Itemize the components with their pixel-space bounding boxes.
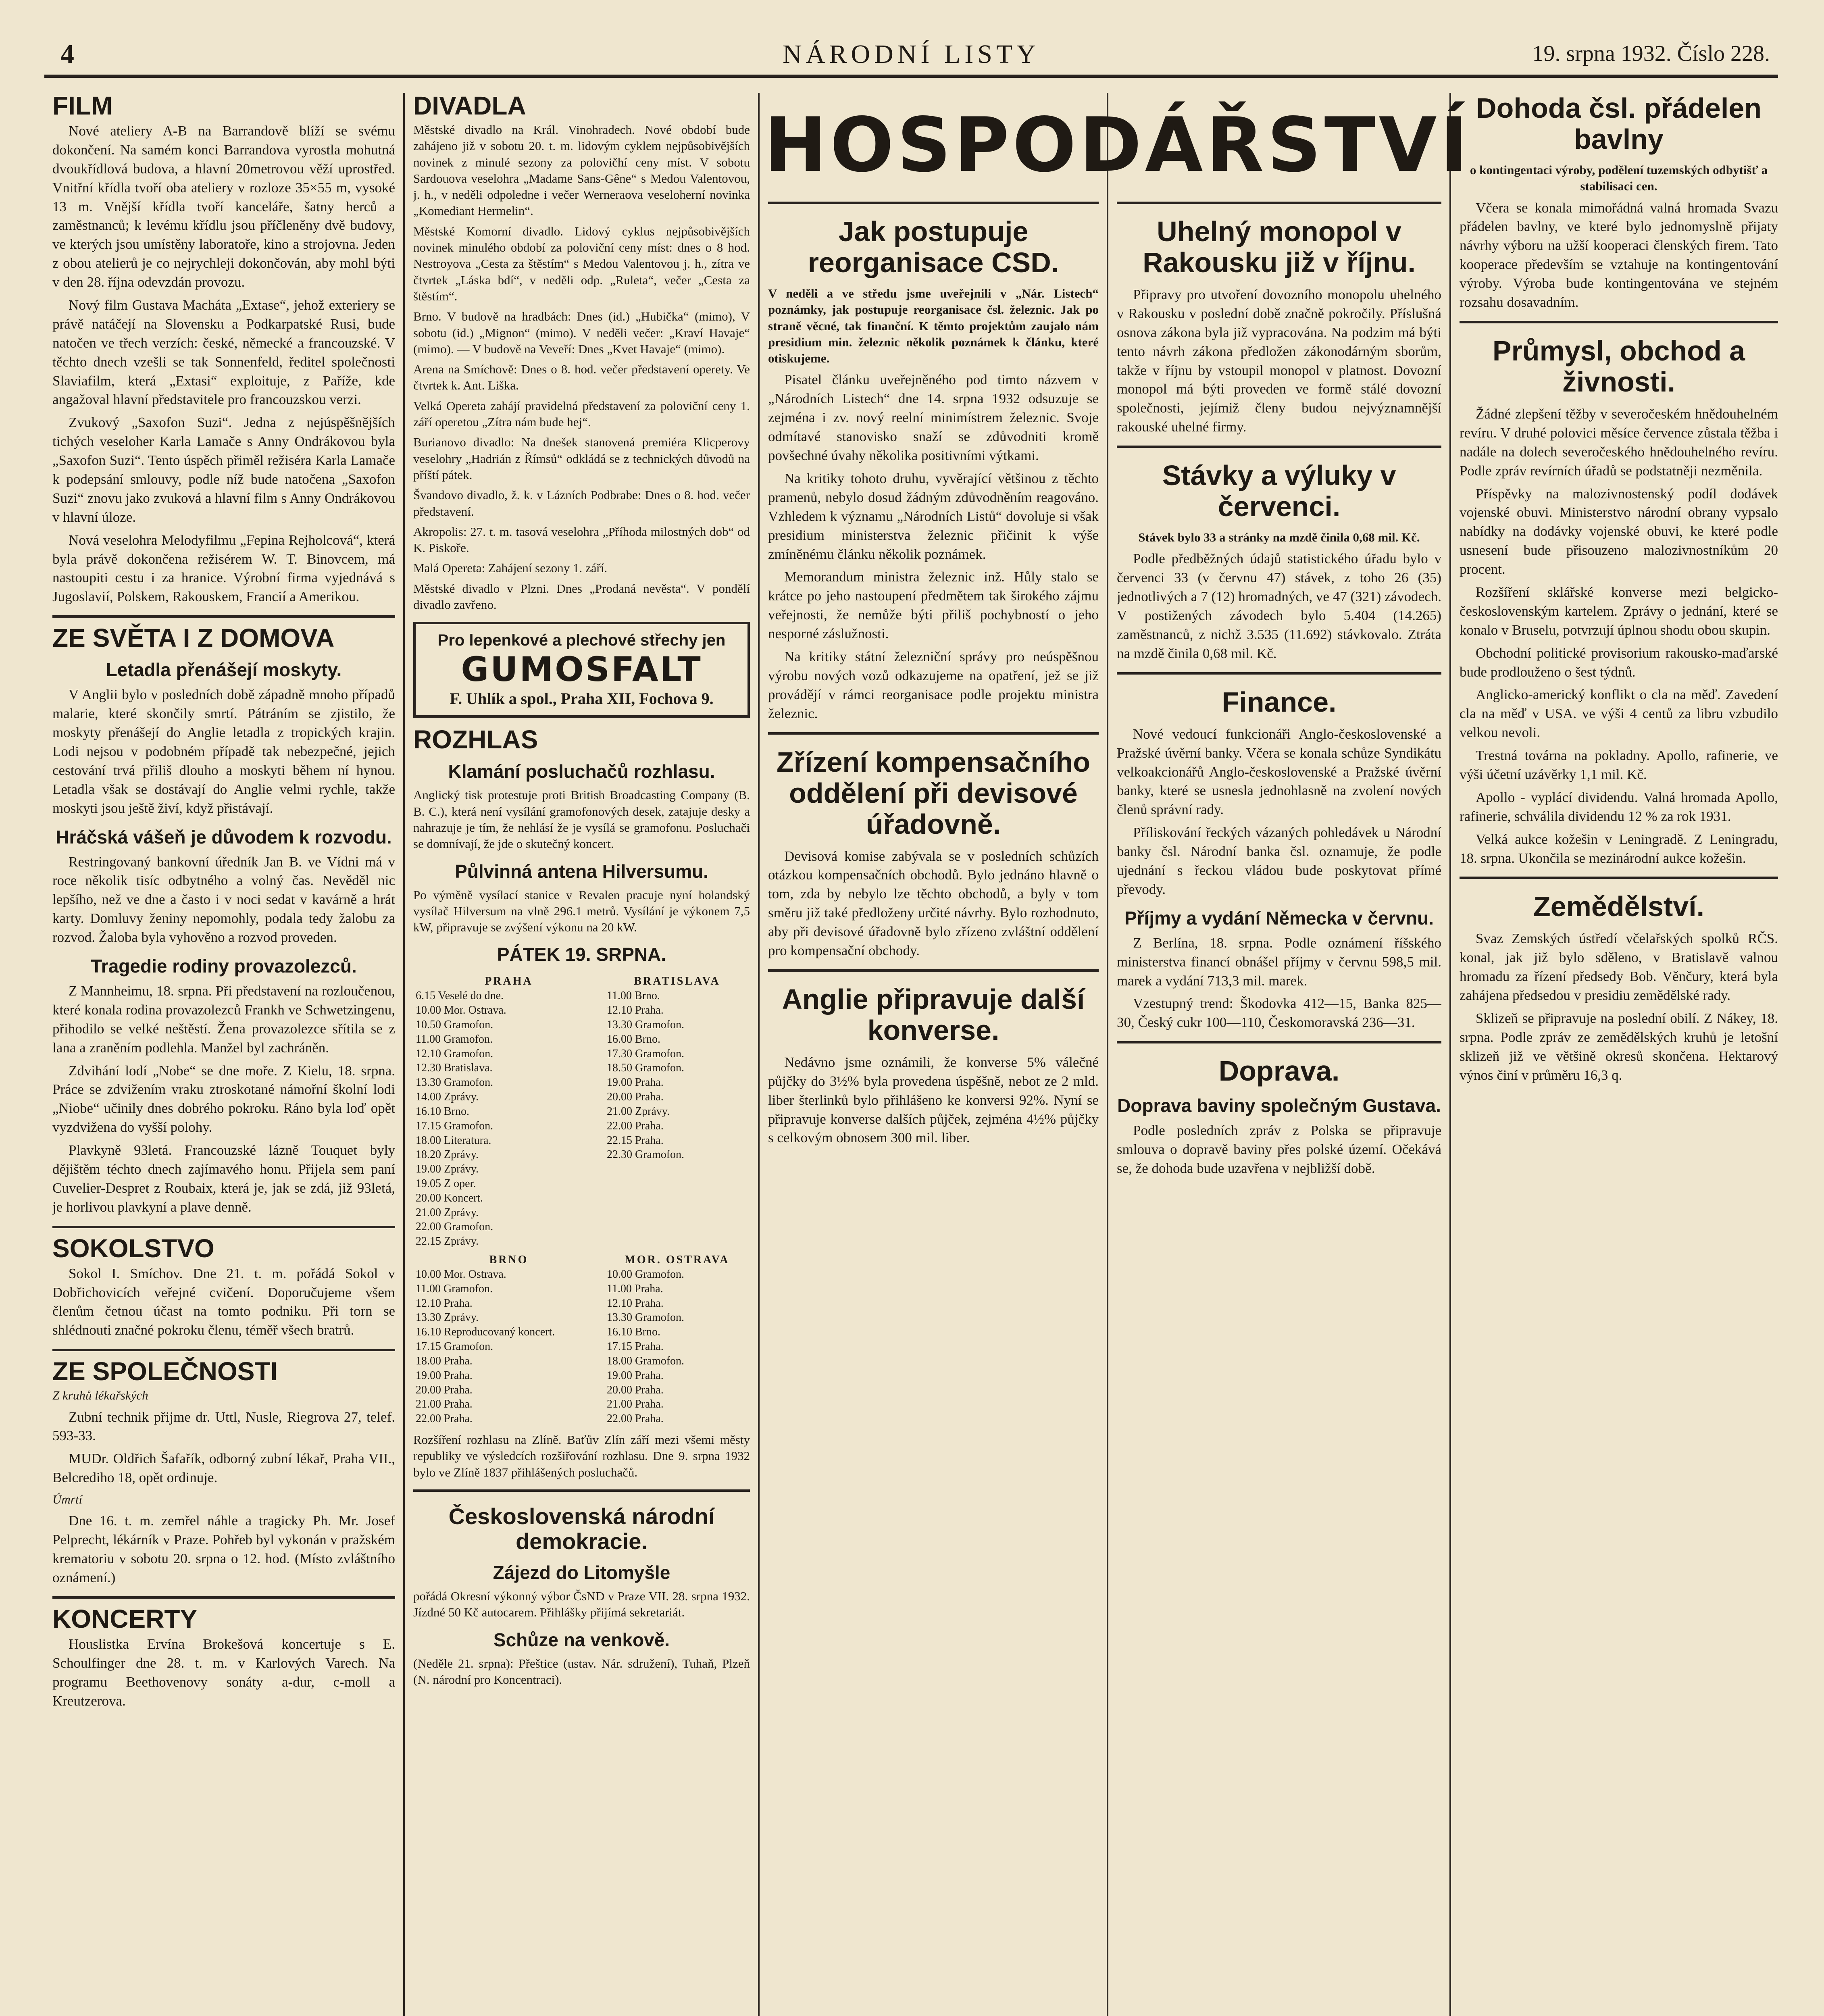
program-item: 19.00 Praha. <box>416 1369 473 1382</box>
program-item: 11.00 Gramofon. <box>416 1282 493 1295</box>
program-item: 12.30 Bratislava. <box>416 1062 493 1075</box>
section-title-spolecnosti: ZE SPOLEČNOSTI <box>52 1357 278 1386</box>
article-text: (Neděle 21. srpna): Přeštice (ustav. Nár. sdružení), Tuhaň, Plzeň (N. národní pro Koncentraci). <box>413 1656 750 1687</box>
program-item: 22.00 Praha. <box>606 1412 664 1425</box>
article-text: Burianovo divadlo: Na dnešek stanovená premiéra Klicperovy veselohry „Hadrián z Římsů“ odkládá se z technických důvodů na příští pátek. <box>413 435 750 482</box>
program-item: 18.20 Zprávy. <box>416 1148 479 1161</box>
program-item: 17.30 Gramofon. <box>606 1047 685 1060</box>
article-text: Svaz Zemských ústředí včelařských spolků RČS. konal, jak již bylo sděleno, v Bratislavě valnou hromadu za řízení předsedy Bob. Věnčury, která byla zahájena předsedou v presidiu zemědělské rady. <box>1460 931 1778 1004</box>
section-title-rozhlas: ROZHLAS <box>413 725 538 754</box>
article-headline: Hráčská vášeň je důvodem k rozvodu. <box>56 826 392 848</box>
program-list <box>413 989 604 1249</box>
page-number: 4 <box>60 39 74 69</box>
program-item: 18.00 Literatura. <box>416 1134 491 1147</box>
program-item: 18.50 Gramofon. <box>606 1062 685 1075</box>
article-subtitle: Stávek bylo 33 a stránky na mzdě činila 0,68 mil. Kč. <box>1138 530 1420 545</box>
section-title-divadla: DIVADLA <box>413 93 526 120</box>
program-item: 11.00 Brno. <box>606 989 660 1002</box>
article-text: Rozšíření sklářské konverse mezi belgicko-československým kartelem. Zprávy o jednání, které se konalo v Bruselu, potvrzují úplnou shodu obou skupin. <box>1460 584 1778 638</box>
article-headline: Letadla přenášejí moskyty. <box>106 659 342 681</box>
program-list <box>413 1267 604 1426</box>
article-text: Dne 16. t. m. zemřel náhle a tragicky Ph. Mr. Josef Pelprecht, lékárník v Praze. Pohřeb byl vykonán v pražském krematoriu v sobotu 20. srpna o 12. hod. (Místo zvláštního oznámení.) <box>52 1513 395 1586</box>
article-text: Sklizeň se připravuje na poslední obilí. Z Nákey, 18. srpna. Podle zpráv ze zemědělských kruhů je letošní sklizeň již ve většině okresů skončena. Hektarový výnos činí v průměru 16,3 q. <box>1460 1010 1778 1083</box>
program-item: 10.50 Gramofon. <box>416 1018 493 1031</box>
article-text: pořádá Okresní výkonný výbor ČsND v Praze VII. 28. srpna 1932. Jízdné 50 Kč autocarem. Přihlášky přijímá sekretariát. <box>413 1589 750 1620</box>
article-headline: Zájezd do Litomyšle <box>493 1562 670 1583</box>
program-item: 20.00 Praha. <box>606 1091 664 1104</box>
article-headline: Stávky a výluky v červenci. <box>1162 460 1396 523</box>
program-item: 19.00 Praha. <box>606 1076 664 1089</box>
article-text: Restringovaný bankovní úředník Jan B. ve Vídni má v roce několik tisíc odbytného a volný čas. Nevěděl nic lepšího, než ve dne a často i v noci sedat v kavárně a hrát karty. Domluvy ženiny nepomohly, podala tedy žalobu za rozvod. Žaloba byla vyhověno a rozvod proveden. <box>52 854 395 946</box>
program-item: 22.30 Gramofon. <box>606 1148 685 1161</box>
article-text: Nová veselohra Melodyfilmu „Fepina Rejholcová“, která byla právě dokončena režisérem W. T. Binovcem, má nastoupiti cestu i za hranice. Výrobní firma vyjednává s Jugoslavií, Polskem, Rakouskem, Francií a Amerikou. <box>52 532 395 605</box>
section-divider <box>52 1349 395 1351</box>
article-headline: Uhelný monopol v Rakousku již v říjnu. <box>1143 216 1416 278</box>
article-text: Nové ateliery A-B na Barrandově blíží se svému dokončení. Na samém konci Barrandova vyrostla mohutná dvoukřídlová budova, a hlavní 20metrovou věží uprostřed. Vnitřní křídla tvoří oba ateliery v rozloze 35×55 m, vysoké 13 m. Vnější křídla tvoří kanceláře, šatny herců a zaměstnanců; k levému křídlu jsou příčleněny dvě budovy, ve kterých jsou umístěny laboratoře, kino a strojovna. Jeden z obou atelierů je co nejrychleji dokončován, aby mohl býti v den 28. října odevzdán provozu. <box>52 123 395 290</box>
section-divider <box>768 202 1099 204</box>
article-text: Příliskování řeckých vázaných pohledávek u Národní banky čsl. Národní banka čsl. oznamuje, že podle ujednání s řeckou vládou bude poskytovat přímé převody. <box>1117 825 1441 897</box>
article-text: Arena na Smíchově: Dnes o 8. hod. večer představení operety. Ve čtvrtek k. Ant. Liška. <box>413 362 750 393</box>
program-item: 20.00 Praha. <box>606 1383 664 1396</box>
subsection-label: Úmrtí <box>52 1492 83 1507</box>
article-text: Vzestupný trend: Škodovka 412—15, Banka 825—30, Český cukr 100—110, Českomoravská 236—31. <box>1117 996 1441 1031</box>
article-text: Na kritiky tohoto druhu, vyvěrající většinou z těchto pramenů, nebylo dosud žádným zdůvodněním reagováno. Vzhledem k významu „Národních Listů“ dovoluje si však presidium ministerstva železnic přičinit k výše zmíněnému článku několik poznámek. <box>768 470 1099 562</box>
section-divider <box>1117 1041 1441 1043</box>
program-item: 20.00 Koncert. <box>416 1191 483 1204</box>
program-item: 19.05 Z oper. <box>416 1177 476 1190</box>
article-text: Plavkyně 93letá. Francouzské lázně Touquet byly dějištěm téchto dnech zajímavého honu. Přijela sem paní Cuvelier-Despret z Roubaix, která je, jak se zdá, již 93letá, je horlivou plavkyní a plave denně. <box>52 1142 395 1215</box>
article-text: Brno. V budově na hradbách: Dnes (id.) „Hubička“ (mimo), V sobotu (id.) „Mignon“ (mimo). V neděli večer: „Kraví Havaje“ (mimo). — V budově na Veveří: Dnes „Kvet Havaje“ (mimo). <box>413 309 750 356</box>
program-item: 13.30 Gramofon. <box>606 1018 685 1031</box>
article-headline: Československá národní demokracie. <box>448 1503 715 1554</box>
program-item: 13.30 Gramofon. <box>416 1076 493 1089</box>
program-item: 21.00 Praha. <box>416 1398 473 1411</box>
program-item: 6.15 Veselé do dne. <box>416 989 504 1002</box>
program-item: 21.00 Zprávy. <box>416 1206 479 1219</box>
column-rule <box>758 93 760 2016</box>
article-subtitle: o kontingentaci výroby, podělení tuzemských odbytišť a stabilisaci cen. <box>1470 163 1768 194</box>
program-item: 22.15 Zprávy. <box>416 1235 479 1248</box>
program-item: 14.00 Zprávy. <box>416 1091 479 1104</box>
program-item: 17.15 Gramofon. <box>416 1340 493 1353</box>
article-text: Zubní technik přijme dr. Uttl, Nusle, Riegrova 27, telef. 593-33. <box>52 1409 395 1444</box>
section-divider <box>1117 672 1441 675</box>
article-headline: Klamání posluchačů rozhlasu. <box>448 761 715 782</box>
section-title-finance: Finance. <box>1222 686 1337 718</box>
program-item: 12.10 Praha. <box>606 1297 664 1310</box>
article-text: Z Berlína, 18. srpna. Podle oznámení říšského ministerstva financí obnášel příjmy v červnu 598,5 mil. marek a vydání 713,3 mil. marek. <box>1117 935 1441 989</box>
program-item: 17.15 Gramofon. <box>416 1119 493 1132</box>
ad-brand: GUMOSFALT <box>461 650 702 689</box>
program-item: 10.00 Mor. Ostrava. <box>416 1268 506 1281</box>
article-text: Obchodní politické provisorium rakousko-maďarské bude prodlouženo o šest týdnů. <box>1460 645 1778 680</box>
section-title-zemedelstvi: Zemědělství. <box>1533 891 1705 923</box>
article-text: Nový film Gustava Macháta „Extase“, jehož exteriery se právě natáčejí na Slovensku a Podkarpatské Rusi, bude natočen ve třech verzích: české, německé a francouzské. V těchto dnech vzešli se tak Sonnenfeld, ředitel společnosti Slaviafilm, která „Extasi“ exploituje, z Paříže, kde angažoval hlavní představitele pro francouzskou verzi. <box>52 297 395 408</box>
section-title-koncerty: KONCERTY <box>52 1604 198 1633</box>
program-list <box>604 989 750 1249</box>
program-item: 17.15 Praha. <box>606 1340 664 1353</box>
program-item: 20.00 Praha. <box>416 1383 473 1396</box>
column-rule <box>1449 93 1451 2016</box>
article-headline: Jak postupuje reorganisace CSD. <box>808 216 1059 278</box>
program-item: 16.10 Brno. <box>416 1105 469 1118</box>
section-title-zesveta: ZE SVĚTA I Z DOMOVA <box>52 623 335 653</box>
article-text: Devisová komise zabývala se v posledních schůzích otázkou kompensačních obchodů. Bylo jednáno hlavně o tom, zda by nebylo lze těchto obchodů, a byly v tom směru již také předloženy určité návrhy. Bylo rozhodnuto, aby při devisové úřadovně bylo zřízeno zvláštní oddělení pro kompensační obchody. <box>768 848 1099 958</box>
program-date: PÁTEK 19. SRPNA. <box>497 944 666 965</box>
article-text: Velká Opereta zahájí pravidelná představení za poloviční ceny 1. září operetou „Zítra nám bude hej“. <box>413 398 750 429</box>
program-item: 18.00 Gramofon. <box>606 1354 685 1367</box>
article-text: Městské divadlo na Král. Vinohradech. Nové období bude zahájeno již v sobotu 20. t. m. lidovým cyklem nejpůsobivějších novinek z minulé sezony za polovičhí ceny míst. V sobotu Sardouova veselohra „Madame Sans-Gêne“ s Medou Valentovou, j. h., v neděli odpoledne i večer Werneraova veseloherní novinka „Komediant Hermelin“. <box>413 123 750 218</box>
article-headline: Schůze na venkově. <box>493 1629 670 1650</box>
column-film-society <box>52 93 395 2016</box>
article-text: V Anglii bylo v posledních době západně mnoho případů malarie, které skončily smrtí. Pátráním se zjistilo, že moskyty přenášejí do Anglie letadla z tropických krajin. Lodi nejsou v podobném případě tak nebezpečné, jejich cestování trvá přiliš dlouho a moskyti během ní hynou. Letadla však se dostávají do Anglie velmi rychle, takže moskyti jsou ještě živí, když přistávají. <box>52 687 395 816</box>
article-text: Po výměně vysílací stanice v Revalen pracuje nyní holandský vysílač Hilversum na vlně 296.1 metrů. Vysílání je výkonem 7,5 kW, připravuje se zvýšení výkonu na 20 kW. <box>413 887 750 935</box>
program-item: 21.00 Zprávy. <box>606 1105 670 1118</box>
article-text: Podle posledních zpráv z Polska se připravuje smlouva o dopravě baviny přes polské území. Očekává se, že dohoda bude uzavřena v nejbližší době. <box>1117 1123 1441 1177</box>
article-text: Nedávno jsme oznámili, že konverse 5% válečné půjčky do 3½% byla provedena úspěšně, nebot ze 2 mld. liber šterlinků bylo přihlášeno ke konversi 92%. Nyní se připravuje konverse dalších půjček, zejména 4½% půjčky s celkovým obnosem 300 mil. liber. <box>768 1054 1099 1146</box>
column-economy-3 <box>1460 93 1778 2016</box>
program-item: 10.00 Mor. Ostrava. <box>416 1004 506 1017</box>
program-item: 11.00 Gramofon. <box>416 1033 493 1045</box>
program-item: 22.00 Praha. <box>606 1119 664 1132</box>
article-text: Švandovo divadlo, ž. k. v Lázních Podbrabe: Dnes o 8. hod. večer představení. <box>413 488 750 519</box>
section-title-sokolstvo: SOKOLSTVO <box>52 1233 214 1263</box>
section-divider <box>1460 321 1778 323</box>
section-divider <box>52 1596 395 1599</box>
program-item: 12.10 Praha. <box>606 1004 664 1017</box>
program-item: 13.30 Zprávy. <box>416 1311 479 1324</box>
section-divider <box>52 615 395 618</box>
column-theatre-radio <box>413 93 750 2016</box>
article-text: Pisatel článku uveřejněného pod timto názvem v „Národních Listech“ dne 14. srpna 1932 odsuzuje se zejména i zv. nový reelní minimístrem železnic. Svoje odmítavé stanovisko snaží se zdůvodniti kromě povšechné úvahy několika positivními výtkami. <box>768 372 1099 464</box>
article-text: Připravy pro utvoření dovozního monopolu uhelného v Rakousku v poslední době značně pokročily. Příslušná osnova zákona byla již vypracována. Na podzim má býti tento návrh zákona předložen zákonodárným sborům, takže v říjnu by vstoupil monopol v platnost. Dovozní monopol má býti proveden ve formě stálé dovozní společnosti, jejímiž členy budou nejvýznamnější rakouské uhelné firmy. <box>1117 287 1441 435</box>
section-title-prumysl: Průmysl, obchod a živnosti. <box>1492 335 1745 398</box>
program-item: 19.00 Praha. <box>606 1369 664 1382</box>
article-text: Podle předběžných údajů statistického úřadu bylo v červenci 33 (v červnu 47) stávek, z toho 26 (35) jednotlivých a 7 (12) hromadných, ve 47 (321) závodech. V postižených závodech bylo 5.404 (14.265) zaměstnanců, z nichž 3.535 (11.692) stávkovalo. Ztráta na mzdě činila 0,68 mil. Kč. <box>1117 551 1441 661</box>
article-headline: Anglie připravuje další konverse. <box>782 983 1085 1046</box>
station-name: BRNO <box>489 1254 529 1266</box>
column-economy-2 <box>1117 202 1441 2016</box>
article-headline: Dohoda čsl. přádelen bavlny <box>1476 93 1762 155</box>
article-headline: Půlvinná antena Hilversumu. <box>455 860 708 882</box>
program-item: 12.10 Praha. <box>416 1297 473 1310</box>
program-item: 16.10 Reproducovaný koncert. <box>416 1326 555 1339</box>
ad-address: F. Uhlík a spol., Praha XII, Fochova 9. <box>450 689 714 708</box>
program-item: 16.10 Brno. <box>606 1326 660 1339</box>
column-rule <box>403 93 405 2016</box>
program-item: 22.00 Praha. <box>416 1412 473 1425</box>
program-item: 11.00 Praha. <box>606 1282 663 1295</box>
article-text: MUDr. Oldřich Šafařík, odborný zubní lékař, Praha VII., Belcrediho 18, opět ordinuje. <box>52 1451 395 1486</box>
article-text: Velká aukce kožešin v Leningradě. Z Leningradu, 18. srpna. Ukončila se mezinárodní aukce kožešin. <box>1460 831 1778 866</box>
program-item: 10.00 Gramofon. <box>606 1268 685 1281</box>
program-item: 19.00 Zprávy. <box>416 1163 479 1176</box>
section-divider <box>413 1489 750 1492</box>
program-item: 12.10 Gramofon. <box>416 1047 493 1060</box>
program-item: 13.30 Gramofon. <box>606 1311 685 1324</box>
article-text: Na kritiky státní železniční správy pro neúspěšnou výrobu nových vozů odkazujeme na opatření, jež se již provádějí v rámci reorganisace podle projektu ministra železnic. <box>768 648 1099 721</box>
advertisement-gumosfalt <box>413 622 750 718</box>
masthead <box>44 38 1778 78</box>
program-item: 18.00 Praha. <box>416 1354 473 1367</box>
article-text: Žádné zlepšení těžby v severočeském hnědouhelném revíru. V druhé polovici měsíce července zůstala těžba i nadále na dolech severočeského hnědouhelného revíru. Podle zpráv revírních úřadů se podstatněji nezměnila. <box>1460 406 1778 479</box>
section-title-doprava: Doprava. <box>1218 1055 1340 1087</box>
article-text: Anglický tisk protestuje proti British Broadcasting Company (B. B. C.), která není vysílání gramofonových desek, zatajuje desky a nahrazuje je tím, že nehlásí že je vysílá se gramofonu. Posluchači se domnívají, že jde o skutečný koncert. <box>413 788 750 851</box>
article-headline: Příjmy a vydání Německa v červnu. <box>1124 907 1434 929</box>
section-divider <box>1117 446 1441 448</box>
article-lead: V neděli a ve středu jsme uveřejnili v „Nár. Listech“ poznámky, jak postupuje reorganisace čsl. železnic. Jak po straně věcné, tak finanční. K těmto projektům zaujalo nám presidium min. železnic několik poznámek k článku, které otiskujeme. <box>768 286 1099 366</box>
issue-date: 19. srpna 1932. Číslo 228. <box>1532 41 1770 66</box>
program-list <box>604 1267 750 1426</box>
station-name: BRATISLAVA <box>634 975 720 988</box>
subsection-label: Z kruhů lékařských <box>52 1388 148 1403</box>
program-item: 16.00 Brno. <box>606 1033 660 1045</box>
section-divider <box>768 732 1099 735</box>
newspaper-title: NÁRODNÍ LISTY <box>783 40 1040 69</box>
radio-program-table <box>413 970 750 1426</box>
section-banner-hospodarstvi <box>764 93 1470 198</box>
section-divider <box>768 969 1099 972</box>
article-text: Městské Komorní divadlo. Lidový cyklus nejpůsobivějších novinek minulého období za poloviční ceny míst: dnes o 8 hod. Nestroyova „Cesta za štěstím“ s Medou Valentovou j. h., zítra ve čtvrtek „Láska bdí“, v neděli odp. „Ruleta“, večer „Cesta za štěstím“. <box>413 224 750 303</box>
station-name: PRAHA <box>485 975 533 988</box>
article-text: Apollo - vyplácí dividendu. Valná hromada Apollo, rafinerie, schválila dividendu 12 % za rok 1931. <box>1460 789 1778 824</box>
article-text: Zvukový „Saxofon Suzi“. Jedna z nejúspěšnějších tichých veseloher Karla Lamače s Anny Ondrákovou byla „Saxofon Suzi“. Tento úspěch přiměl režiséra Karla Lamače k podepsání smlouvy, podle níž bude natočena „Saxofon Suzi“ znovu jako zvuková a hlavní film s Anny Ondrákovou v hlavní úloze. <box>52 414 395 525</box>
article-text: Včera se konala mimořádná valná hromada Svazu přádelen bavlny, ve které bylo jednomyslně přijaty návrhy výboru na užší kooperaci členských firem. Tato kooperace především se vztahuje na kontingentování výroby. Výroba bude kontingentována ve stejném rozsahu dosavadním. <box>1460 200 1778 310</box>
article-text: Houslistka Ervína Brokešová koncertuje s E. Schoulfinger dne 28. t. m. v Karlových Varech. Na programu Beethovenovy sonáty a-dur, c-moll a Kreutzerova. <box>52 1636 395 1709</box>
station-name: MOR. OSTRAVA <box>625 1254 730 1266</box>
column-rule <box>1107 93 1108 2016</box>
article-text: Trestná továrna na pokladny. Apollo, rafinerie, ve výši účetní uzávěrky 1,1 mil. Kč. <box>1460 748 1778 782</box>
article-headline: Zřízení kompensačního oddělení při devisové úřadovně. <box>777 746 1090 840</box>
banner-text: HOSPODÁŘSTVÍ <box>764 101 1471 189</box>
article-text: Městské divadlo v Plzni. Dnes „Prodaná nevěsta“. V pondělí divadlo zavřeno. <box>413 581 750 612</box>
section-title-film: FILM <box>52 93 113 120</box>
article-text: Sokol I. Smíchov. Dne 21. t. m. pořádá Sokol v Dobřichovicích veřejné cvičení. Doporučujeme všem členům četnou účast na tomto podniku. Při torn se shlédnouti značné pokroku členu, téměř všech bratrů. <box>52 1265 395 1338</box>
program-item: 22.15 Praha. <box>606 1134 664 1147</box>
program-item: 21.00 Praha. <box>606 1398 664 1411</box>
article-text: Anglicko-americký konflikt o cla na měď. Zavedení cla na měď v USA. ve výši 4 centů za libru vzbudilo velkou nevoli. <box>1460 687 1778 741</box>
column-economy-1 <box>768 202 1099 2016</box>
article-text: Nové vedoucí funkcionáři Anglo-československé a Pražské úvěrní banky. Včera se konala schůze Syndikátu velkoakcionářů Anglo-československé a Pražské úvěrní banky, které se usnesla jednohlasně na zvolení nových členů správní rady. <box>1117 726 1441 818</box>
article-text: Zdvihání lodí „Nobe“ se dne moře. Z Kielu, 18. srpna. Práce se zdvižením vraku ztroskotané námořní školní lodi „Niobe“ učinily dnes dobrého pokroku. Ráno byla loď opět vyzdvižena do vyšší polohy. <box>52 1062 395 1135</box>
section-divider <box>1460 877 1778 879</box>
article-text: Příspěvky na malozivnostenský podíl dodávek vojenské obuvi. Ministerstvo národní obrany vypsalo nabídky na dodávky vojenské obuvi, ke které podle usnesení bude přisouzeno malozivnostníkům 20 procent. <box>1460 485 1778 577</box>
article-headline: Doprava baviny společným Gustava. <box>1117 1095 1441 1116</box>
ad-tagline: Pro lepenkové a plechové střechy jen <box>437 631 726 650</box>
section-divider <box>52 1226 395 1228</box>
article-text: Rozšíření rozhlasu na Zlíně. Baťův Zlín září mezi všemi městy republiky ve výsledcích rozšiřování rozhlasu. Dne 9. srpna 1932 bylo ve Zlíně 1837 přihlášených posluchačů. <box>413 1433 750 1479</box>
program-item: 22.00 Gramofon. <box>416 1220 493 1233</box>
article-text: Malá Opereta: Zahájení sezony 1. září. <box>413 561 608 575</box>
article-headline: Tragedie rodiny provazolezců. <box>91 955 357 977</box>
article-text: Z Mannheimu, 18. srpna. Při představení na rozloučenou, které konala rodina provazolezců Frankh ve Schwetzingenu, přihodilo se velké neštěstí. Žena provazolezce sřítila se z lana a zraněním podlehla. Manžel byl zachráněn. <box>52 983 395 1056</box>
section-divider <box>1117 202 1441 204</box>
article-text: Akropolis: 27. t. m. tasová veselohra „Příhoda milostných dob“ od K. Piskoře. <box>413 524 750 555</box>
article-text: Memorandum ministra železnic inž. Hůly stalo se krátce po jeho nastoupení předmětem tak širokého zájmu veřejnosti, že nemůže býti přiliš pochybností o jeho nesporné záslužnosti. <box>768 569 1099 642</box>
